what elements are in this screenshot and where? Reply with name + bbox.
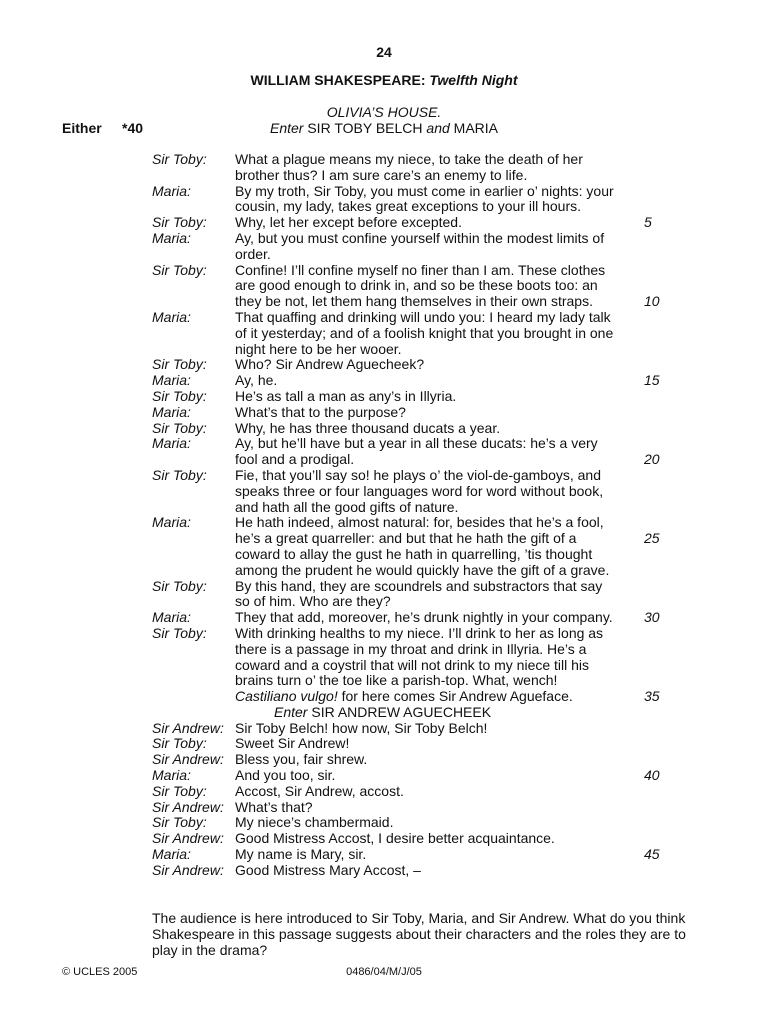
speaker-name: Sir Andrew: [152,719,224,736]
dialogue-line [152,468,616,484]
dialogue-text: of it yesterday; and of a foolish knight that you brought in one [235,324,614,341]
dialogue-text: Accost, Sir Andrew, accost. [235,782,404,799]
dialogue-line [152,658,616,674]
dialogue-text: Sweet Sir Andrew! [235,735,350,752]
dialogue-text: Who? Sir Andrew Aguecheek? [235,356,425,373]
dialogue-line [152,421,616,437]
line-number: 10 [644,293,660,310]
dialogue-line [152,831,616,847]
dialogue-text: He’s as tall a man as any’s in Illyria. [235,387,457,404]
dialogue-line [152,767,660,784]
dialogue-line [152,278,616,294]
enter-names-1: SIR TOBY BELCH [307,120,423,136]
dialogue-line [152,626,616,642]
page-title [0,72,768,88]
line-number: 25 [644,530,660,547]
dialogue-line [152,863,616,879]
dialogue-text: That quaffing and drinking will undo you: I heard my lady talk [235,308,611,325]
speaker-name [152,484,235,500]
dialogue-text: My niece’s chambermaid. [235,814,394,831]
speaker-name: Sir Andrew: [152,798,224,815]
line-number: 45 [644,846,660,863]
stage-direction [152,705,616,721]
speaker-name [152,594,235,610]
speaker-name: Maria: [152,372,191,389]
enter-and: and [426,120,450,136]
enter-names-2: MARIA [453,120,498,136]
dialogue-text: coward to allay the gust he hath in quarrelling, ’tis thought [235,545,593,562]
footer-code: 0486/04/M/J/05 [346,966,422,978]
dialogue-text: Why, he has three thousand ducats a year. [235,419,501,436]
italic-phrase: Castiliano vulgo! [235,688,338,705]
dialogue-line [152,673,616,689]
either-label: Either [62,120,102,136]
speaker-name: Maria: [152,182,191,199]
dialogue-text: He hath indeed, almost natural: for, besides that he’s a fool, [235,514,604,531]
dialogue-text: night here to be her wooer. [235,340,402,357]
dialogue-text [235,689,616,705]
speaker-name: Maria: [152,609,191,626]
speaker-name: Sir Andrew: [152,861,224,878]
line-number: 35 [644,688,660,705]
line-number: 20 [644,451,660,468]
speaker-name: Maria: [152,846,191,863]
dialogue-line [152,152,616,168]
speaker-name [152,342,235,358]
dialogue-line [152,752,616,768]
dialogue-line [152,451,660,468]
dialogue-text: Good Mistress Accost, I desire better acquaintance. [235,830,555,847]
line-number: 40 [644,767,660,784]
speaker-name: Maria: [152,767,191,784]
speaker-name [152,168,235,184]
dialogue-text: Confine! I’ll confine myself no finer than I am. These clothes [235,261,606,278]
dialogue-text: Ay, but he’ll have but a year in all these ducats: he’s a very [235,435,598,452]
speaker-name: Sir Toby: [152,735,207,752]
dialogue-text: Sir Toby Belch! how now, Sir Toby Belch! [235,719,488,736]
dialogue-text: And you too, sir. [235,767,336,784]
dialogue-line [152,231,616,247]
author-name: WILLIAM SHAKESPEARE: [250,72,426,88]
dialogue-line [152,815,616,831]
speaker-name [152,452,235,468]
line-number: 30 [644,609,660,626]
dialogue-line [152,342,616,358]
dialogue-text: brother thus? I am sure care’s an enemy to life. [235,166,528,183]
enter-word: Enter [274,703,308,720]
speaker-name [152,247,235,263]
question-line: The audience is here introduced to Sir Toby, Maria, and Sir Andrew. What do you think [152,910,686,926]
dialogue-text: they be not, let them hang themselves in their own straps. [235,293,593,310]
speaker-name: Sir Toby: [152,356,207,373]
dialogue-line [152,515,616,531]
dialogue-line [152,609,660,626]
dialogue-text: What’s that to the purpose? [235,403,406,420]
speaker-name: Maria: [152,435,191,452]
question-number: *40 [122,120,144,136]
dialogue-text: Fie, that you’ll say so! he plays o’ the viol-de-gamboys, and [235,466,602,483]
dialogue-text: he’s a great quarreller: and but that he hath the gift of a [235,530,577,547]
dialogue-text: Ay, he. [235,372,278,389]
speaker-name: Sir Andrew: [152,751,224,768]
dialogue-line [152,357,616,373]
speaker-name [152,326,235,342]
dialogue-text: What a plague means my niece, to take the death of her [235,151,583,167]
opening-stage-direction [0,120,768,136]
dialogue-text: speaks three or four languages word for word without book, [235,482,604,499]
dialogue-line [152,310,616,326]
speaker-name [152,563,235,579]
speaker-name: Maria: [152,229,191,246]
dialogue-line [152,530,660,547]
enter-word: Enter [269,120,304,136]
dialogue-text: Good Mistress Mary Accost, – [235,861,421,878]
exam-question [152,911,712,958]
work-title: Twelfth Night [429,72,518,88]
speaker-name: Sir Toby: [152,419,207,436]
speaker-name: Maria: [152,308,191,325]
dialogue-text: What’s that? [235,798,313,815]
speaker-name: Sir Toby: [152,214,207,231]
line-number: 5 [644,214,652,231]
dialogue-line [152,293,660,310]
dialogue-text: They that add, moreover, he’s drunk nightly in your company. [235,609,613,626]
question-line: Shakespeare in this passage suggests about their characters and the roles they are to [152,925,686,942]
dialogue-text: there is a passage in my throat and drink in Illyria. He’s a [235,640,587,657]
dialogue-text: are good enough to drink in, and so be these boots too: an [235,277,598,294]
dialogue-text: By this hand, they are scoundrels and substractors that say [235,577,603,594]
dialogue-line [152,214,652,231]
dialogue-line [152,389,616,405]
speaker-name: Sir Andrew: [152,830,224,847]
speaker-name: Sir Toby: [152,387,207,404]
dialogue-line [152,784,616,800]
dialogue-text: fool and a prodigal. [235,451,355,468]
speaker-name [152,547,235,563]
dialogue-line [152,184,616,200]
speaker-name: Sir Toby: [152,814,207,831]
dialogue-text: By my troth, Sir Toby, you must come in earlier o’ nights: your [235,182,614,199]
speaker-name: Sir Toby: [152,261,207,278]
dialogue-line [152,721,616,737]
dialogue-text: order. [235,245,271,262]
dialogue-line [152,642,616,658]
speaker-name [152,642,235,658]
speaker-name: Sir Toby: [152,151,207,167]
dialogue-line [152,736,616,752]
dialogue-line [152,547,616,563]
dialogue-line [152,500,616,516]
speaker-name [152,531,235,547]
dialogue-line [152,326,616,342]
speaker-name: Sir Toby: [152,624,207,641]
dialogue-line [152,199,616,215]
speaker-name: Sir Toby: [152,782,207,799]
play-passage [152,151,660,879]
speaker-name [152,658,235,674]
dialogue-text: coward and a coystril that will not drink to my niece till his [235,656,590,673]
dialogue-text: Why, let her except before excepted. [235,214,462,231]
dialogue-text: and hath all the good gifts of nature. [235,498,459,515]
dialogue-line [152,563,616,579]
line-number: 15 [644,372,660,389]
dialogue-line [152,688,660,705]
speaker-name: Sir Toby: [152,466,207,483]
dialogue-text: Bless you, fair shrew. [235,751,368,768]
speaker-name: Sir Toby: [152,577,207,594]
dialogue-text: so of him. Who are they? [235,593,391,610]
speaker-name [152,500,235,516]
dialogue-line [152,247,616,263]
dialogue-line [152,579,616,595]
dialogue-line [152,372,660,389]
speaker-name: Maria: [152,514,191,531]
dialogue-line [152,168,616,184]
footer-copyright: © UCLES 2005 [62,966,138,978]
dialogue-line [152,800,616,816]
dialogue-line [152,436,616,452]
dialogue-text: Ay, but you must confine yourself within the modest limits of [235,229,605,246]
dialogue-line [152,594,616,610]
dialogue-text-rest: for here comes Sir Andrew Agueface. [337,688,573,705]
speaker-name [152,278,235,294]
dialogue-line [152,405,616,421]
dialogue-text: With drinking healths to my niece. I’ll drink to her as long as [235,624,604,641]
dialogue-text: cousin, my lady, takes great exceptions to your ill hours. [235,198,582,215]
dialogue-line [152,846,660,863]
speaker-name: Maria: [152,403,191,420]
speaker-name [152,199,235,215]
speaker-name [152,673,235,689]
entering-character: SIR ANDREW AGUECHEEK [311,703,492,720]
dialogue-line [152,484,616,500]
question-line: play in the drama? [152,941,268,958]
scene-location: OLIVIA’S HOUSE. [326,104,442,120]
dialogue-line [152,263,616,279]
speaker-name [152,689,235,705]
dialogue-text: among the prudent he would quickly have the gift of a grave. [235,561,610,578]
dialogue-text: My name is Mary, sir. [235,846,367,863]
dialogue-text: brains turn o’ the toe like a parish-top. What, wench! [235,672,558,689]
page-number: 24 [376,44,392,60]
speaker-name [152,294,235,310]
